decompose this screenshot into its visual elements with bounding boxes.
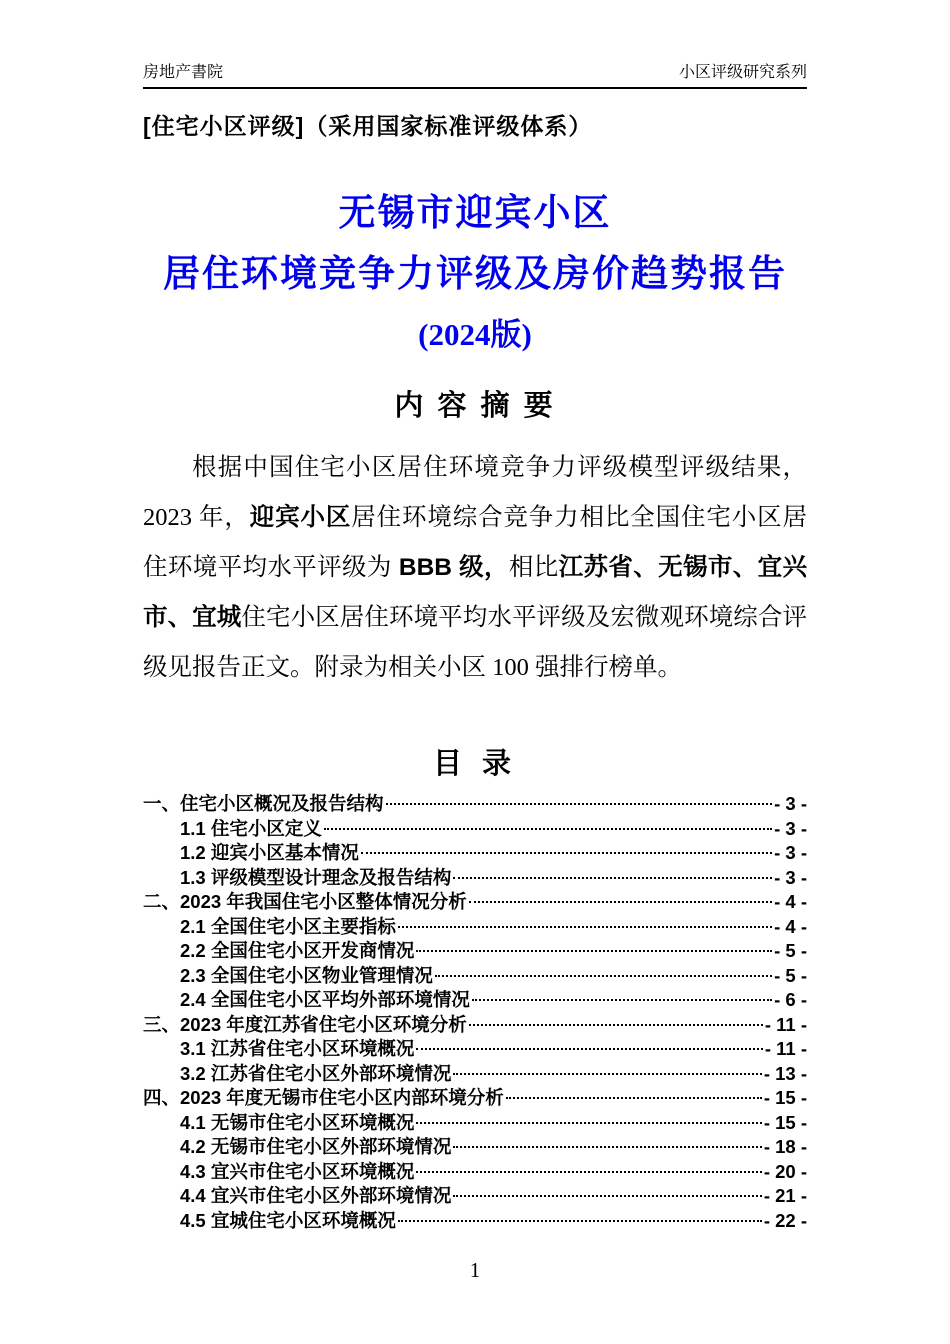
- toc-entry[interactable]: [143, 841, 807, 866]
- toc-entry-label: 1.3 评级模型设计理念及报告结构: [180, 866, 452, 888]
- toc-entry[interactable]: [143, 890, 807, 915]
- toc-entry-page: - 20 -: [763, 1160, 807, 1182]
- toc-dot-leader: [416, 950, 772, 952]
- page-header: [143, 62, 807, 84]
- toc-entry-page: - 21 -: [763, 1185, 807, 1206]
- toc-entry-label: 3.1 江苏省住宅小区环境概况: [180, 1038, 415, 1059]
- toc-entry[interactable]: [143, 1160, 807, 1185]
- toc-entry-page: - 11 -: [764, 1038, 807, 1059]
- toc-entry[interactable]: [143, 1184, 807, 1209]
- report-title-community: 无锡市迎宾小区: [338, 192, 612, 233]
- toc-entry-label: 1.1 住宅小区定义: [180, 817, 322, 839]
- toc-entry-label: 4.5 宜城住宅小区环境概况: [180, 1209, 396, 1231]
- toc-entry-label: 二、2023 年我国住宅小区整体情况分析: [143, 891, 467, 912]
- toc-heading: 目 录: [432, 748, 518, 780]
- header-series: 小区评级研究系列: [678, 64, 807, 81]
- summary-paragraph: [143, 443, 807, 693]
- toc-dot-leader: [453, 1073, 761, 1075]
- toc-entry-page: - 3 -: [774, 866, 807, 888]
- rating-system-tagline: [住宅小区评级]（采用国家标准评级体系）: [143, 113, 593, 139]
- header-divider: [143, 87, 807, 89]
- toc-entry-label: 4.3 宜兴市住宅小区环境概况: [180, 1160, 415, 1182]
- toc-dot-leader: [416, 1122, 761, 1124]
- toc-entry-page: - 4 -: [774, 891, 807, 912]
- toc-entry-label: 4.4 宜兴市住宅小区外部环境情况: [180, 1185, 452, 1206]
- toc-entry[interactable]: [143, 915, 807, 940]
- toc-dot-leader: [453, 1195, 761, 1197]
- toc-entry-page: - 15 -: [763, 1111, 807, 1133]
- toc-dot-leader: [416, 1171, 761, 1173]
- toc-list: [143, 792, 807, 1233]
- toc-entry-label: 2.2 全国住宅小区开发商情况: [180, 940, 415, 961]
- summary-segment: 住宅小区居住环境平均水平评级及宏微观环境综合评级见报告正文。附录为相关小区 100 强排行榜单。: [143, 604, 808, 681]
- toc-entry[interactable]: [143, 988, 807, 1013]
- toc-dot-leader: [453, 1146, 761, 1148]
- summary-segment-bold: 迎宾小区: [249, 504, 352, 531]
- toc-entry[interactable]: [143, 1013, 807, 1038]
- page-number: 1: [469, 1258, 481, 1282]
- report-title-main: 居住环境竞争力评级及房价趋势报告: [163, 253, 787, 294]
- toc-dot-leader: [361, 852, 772, 854]
- toc-entry-label: 2.4 全国住宅小区平均外部环境情况: [180, 989, 470, 1010]
- toc-entry[interactable]: [143, 866, 807, 891]
- toc-entry[interactable]: [143, 1111, 807, 1136]
- toc-entry-page: - 18 -: [763, 1136, 807, 1157]
- toc-dot-leader: [506, 1097, 762, 1099]
- toc-entry-page: - 22 -: [763, 1209, 807, 1231]
- toc-dot-leader: [453, 877, 772, 879]
- toc-entry-page: - 3 -: [774, 793, 807, 814]
- toc-entry-label: 三、2023 年度江苏省住宅小区环境分析: [143, 1013, 467, 1035]
- toc-dot-leader: [469, 1024, 763, 1026]
- toc-entry-label: 4.2 无锡市住宅小区外部环境情况: [180, 1136, 452, 1157]
- toc-entry-page: - 5 -: [774, 940, 807, 961]
- toc-entry-label: 一、住宅小区概况及报告结构: [143, 793, 384, 814]
- toc-entry-page: - 13 -: [763, 1062, 807, 1084]
- toc-entry-page: - 3 -: [774, 817, 807, 839]
- toc-entry[interactable]: [143, 1209, 807, 1234]
- toc-entry[interactable]: [143, 792, 807, 817]
- toc-entry[interactable]: [143, 1037, 807, 1062]
- toc-dot-leader: [469, 901, 772, 903]
- toc-entry-label: 2.1 全国住宅小区主要指标: [180, 915, 396, 937]
- toc-entry-page: - 3 -: [774, 842, 807, 863]
- toc-entry-label: 4.1 无锡市住宅小区环境概况: [180, 1111, 415, 1133]
- summary-segment: 相比: [508, 554, 559, 581]
- toc-dot-leader: [386, 803, 773, 805]
- toc-entry[interactable]: [143, 939, 807, 964]
- toc-dot-leader: [472, 999, 772, 1001]
- title-block: [143, 191, 807, 354]
- toc-entry[interactable]: [143, 1086, 807, 1111]
- report-title-edition: (2024版): [418, 317, 532, 352]
- toc-entry-page: - 5 -: [774, 964, 807, 986]
- toc-entry[interactable]: [143, 1062, 807, 1087]
- toc-entry-label: 3.2 江苏省住宅小区外部环境情况: [180, 1062, 452, 1084]
- toc-entry[interactable]: [143, 817, 807, 842]
- summary-segment-bold: BBB 级，: [391, 554, 509, 581]
- toc-dot-leader: [435, 975, 772, 977]
- summary-segment-bold: 江苏省、无锡市、宜兴市、宜城: [143, 554, 808, 631]
- summary-segment: 根据中国住宅小区居住环境竞争力评级模型评级结果，2023 年，: [143, 454, 807, 531]
- toc-entry-page: - 4 -: [774, 915, 807, 937]
- toc-entry[interactable]: [143, 964, 807, 989]
- toc-entry-page: - 6 -: [774, 989, 807, 1010]
- header-brand: 房地产書院: [143, 64, 224, 81]
- toc-entry-label: 2.3 全国住宅小区物业管理情况: [180, 964, 433, 986]
- summary-heading: 内 容 摘 要: [394, 390, 556, 422]
- toc-dot-leader: [416, 1048, 762, 1050]
- toc-entry-page: - 15 -: [763, 1087, 807, 1108]
- summary-segment: 居住环境综合竞争力相比全国住宅小区居住环境平均水平评级为: [143, 504, 808, 581]
- toc-entry-page: - 11 -: [764, 1013, 807, 1035]
- toc-entry[interactable]: [143, 1135, 807, 1160]
- toc-dot-leader: [398, 1220, 762, 1222]
- toc-dot-leader: [398, 926, 772, 928]
- toc-entry-label: 1.2 迎宾小区基本情况: [180, 842, 359, 863]
- toc-dot-leader: [324, 828, 772, 830]
- toc-entry-label: 四、2023 年度无锡市住宅小区内部环境分析: [143, 1087, 504, 1108]
